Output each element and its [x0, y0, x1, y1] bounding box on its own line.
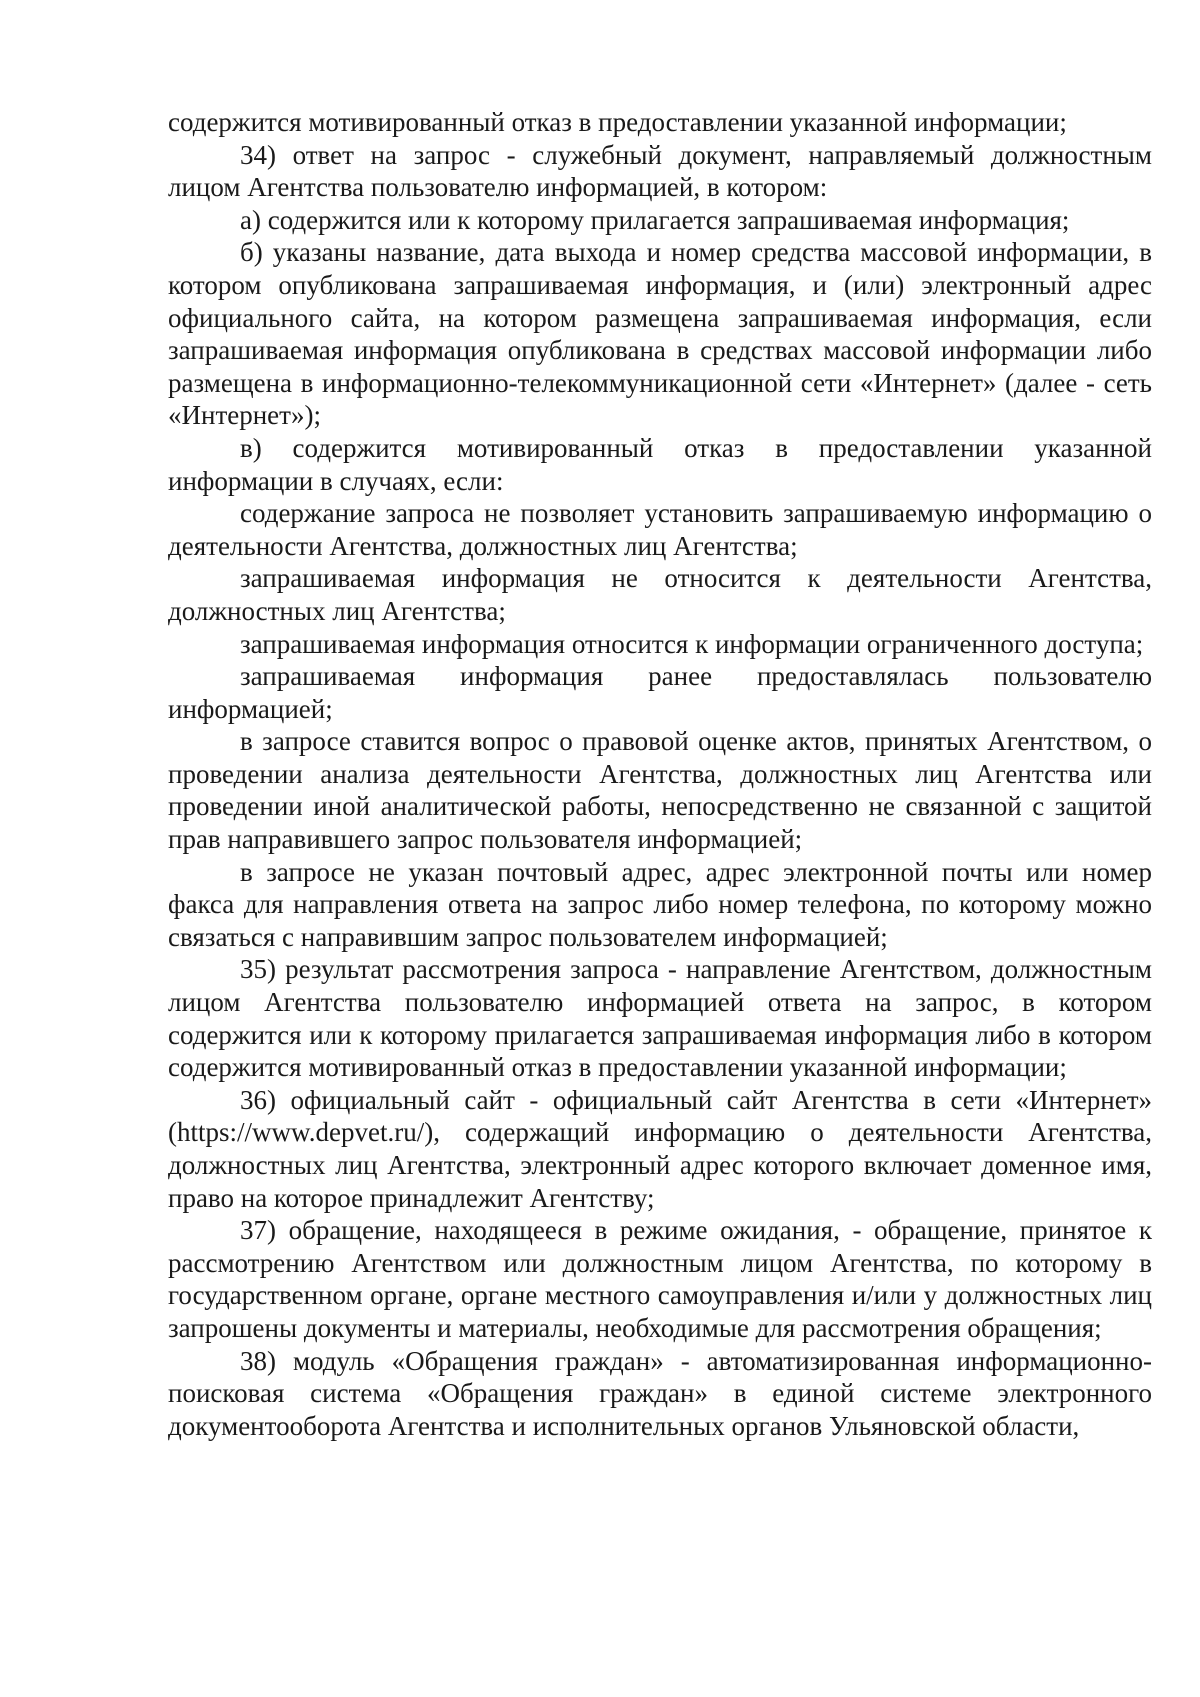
paragraph-item-34-v-3: запрашиваемая информация относится к информации ограниченного доступа;	[240, 628, 1144, 659]
document-page	[168, 106, 1152, 1442]
paragraph-item-38: 38) модуль «Обращения граждан» - автоматизированная информационно-поисковая система «Обращения граждан» в единой системе электронного документооборота Агентства и исполнительных органов Ульяновской области,	[168, 1345, 1152, 1441]
paragraph-item-34-v-1: содержание запроса не позволяет установить запрашиваемую информацию о деятельности Агентства, должностных лиц Агентства;	[168, 498, 1152, 561]
paragraph-item-34-a: а) содержится или к которому прилагается запрашиваемая информация;	[240, 204, 1070, 235]
paragraph-item-34: 34) ответ на запрос - служебный документ, направляемый должностным лицом Агентства пользователю информацией, в котором:	[168, 139, 1152, 203]
paragraph-item-34-v-5: в запросе ставится вопрос о правовой оценке актов, принятых Агентством, о проведении анализа деятельности Агентства, должностных лиц Агентства или проведении иной аналитической работы, непосредственно не связанной с защитой прав направившего запрос пользователя информацией;	[168, 726, 1152, 855]
paragraph-item-34-v: в) содержится мотивированный отказ в предоставлении указанной информации в случаях, если:	[168, 432, 1152, 496]
paragraph-item-34-v-2: запрашиваемая информация не относится к деятельности Агентства, должностных лиц Агентства;	[168, 563, 1152, 626]
paragraph-item-36: 36) официальный сайт - официальный сайт Агентства в сети «Интернет» (https://www.depvet.ru/), содержащий информацию о деятельности Агентства, должностных лиц Агентства, электронный адрес которого включает доменное имя, право на которое принадлежит Агентству;	[168, 1084, 1152, 1213]
paragraph-continuation: содержится мотивированный отказ в предоставлении указанной информации;	[168, 107, 1067, 137]
paragraph-item-35: 35) результат рассмотрения запроса - направление Агентством, должностным лицом Агентства пользователю информацией ответа на запрос, в котором содержится или к которому прилагается запрашиваемая информация либо в котором содержится мотивированный отказ в предоставлении указанной информации;	[168, 954, 1152, 1083]
paragraph-item-34-v-4: запрашиваемая информация ранее предоставлялась пользователю информацией;	[168, 661, 1152, 724]
paragraph-item-34-v-6: в запросе не указан почтовый адрес, адрес электронной почты или номер факса для направления ответа на запрос либо номер телефона, по которому можно связаться с направившим запрос пользователем информацией;	[168, 856, 1152, 952]
paragraph-item-37: 37) обращение, находящееся в режиме ожидания, - обращение, принятое к рассмотрению Агентством или должностным лицом Агентства, по которому в государственном органе, органе местного самоуправления и/или у должностных лиц запрошены документы и материалы, необходимые для рассмотрения обращения;	[168, 1215, 1152, 1343]
paragraph-item-34-b: б) указаны название, дата выхода и номер средства массовой информации, в котором опубликована запрашиваемая информация, и (или) электронный адрес официального сайта, на котором размещена запрашиваемая информация, если запрашиваемая информация опубликована в средствах массовой информации либо размещена в информационно-телекоммуникационной сети «Интернет» (далее - сеть «Интернет»);	[168, 237, 1152, 431]
